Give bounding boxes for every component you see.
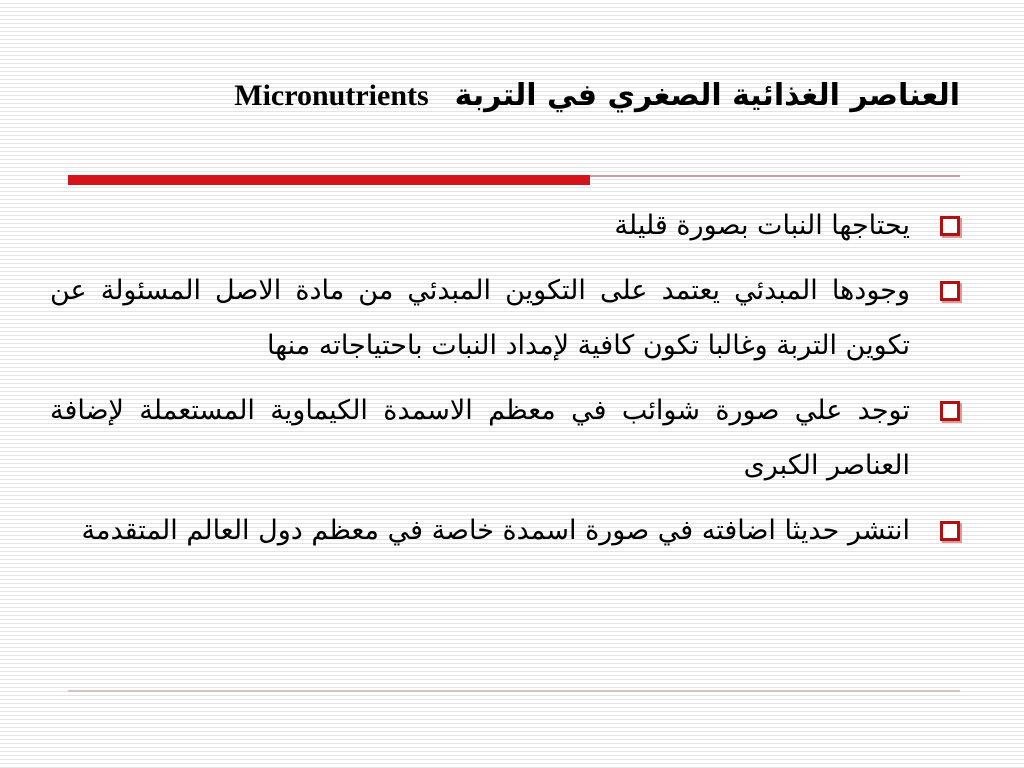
bullet-item — [50, 383, 962, 493]
bullet-text: يحتاجها النبات بصورة قليلة — [614, 210, 910, 241]
hollow-square-bullet-icon — [940, 281, 960, 301]
hollow-square-bullet-icon — [940, 216, 960, 236]
title-underline-red — [68, 175, 590, 185]
bullet-text: وجودها المبدئي يعتمد على التكوين المبدئي من مادة الاصل المسئولة عن تكوين التربة وغالبا تكون كافية لإمداد النبات باحتياجاته منها — [50, 275, 910, 361]
title-english: Micronutrients — [234, 79, 429, 112]
title-arabic: العناصر الغذائية الصغري في التربة — [454, 78, 960, 113]
bottom-divider — [68, 690, 960, 692]
bullet-item — [50, 263, 962, 373]
title-underline-thin — [590, 175, 960, 177]
bullet-text: توجد علي صورة شوائب في معظم الاسمدة الكيماوية المستعملة لإضافة العناصر الكبرى — [50, 395, 910, 481]
hollow-square-bullet-icon — [940, 401, 960, 421]
slide-title — [60, 70, 960, 130]
bullet-item — [50, 198, 962, 253]
bullet-list — [50, 198, 962, 568]
bullet-text: انتشر حديثا اضافته في صورة اسمدة خاصة في معظم دول العالم المتقدمة — [81, 515, 910, 546]
bullet-item — [50, 503, 962, 558]
hollow-square-bullet-icon — [940, 521, 960, 541]
